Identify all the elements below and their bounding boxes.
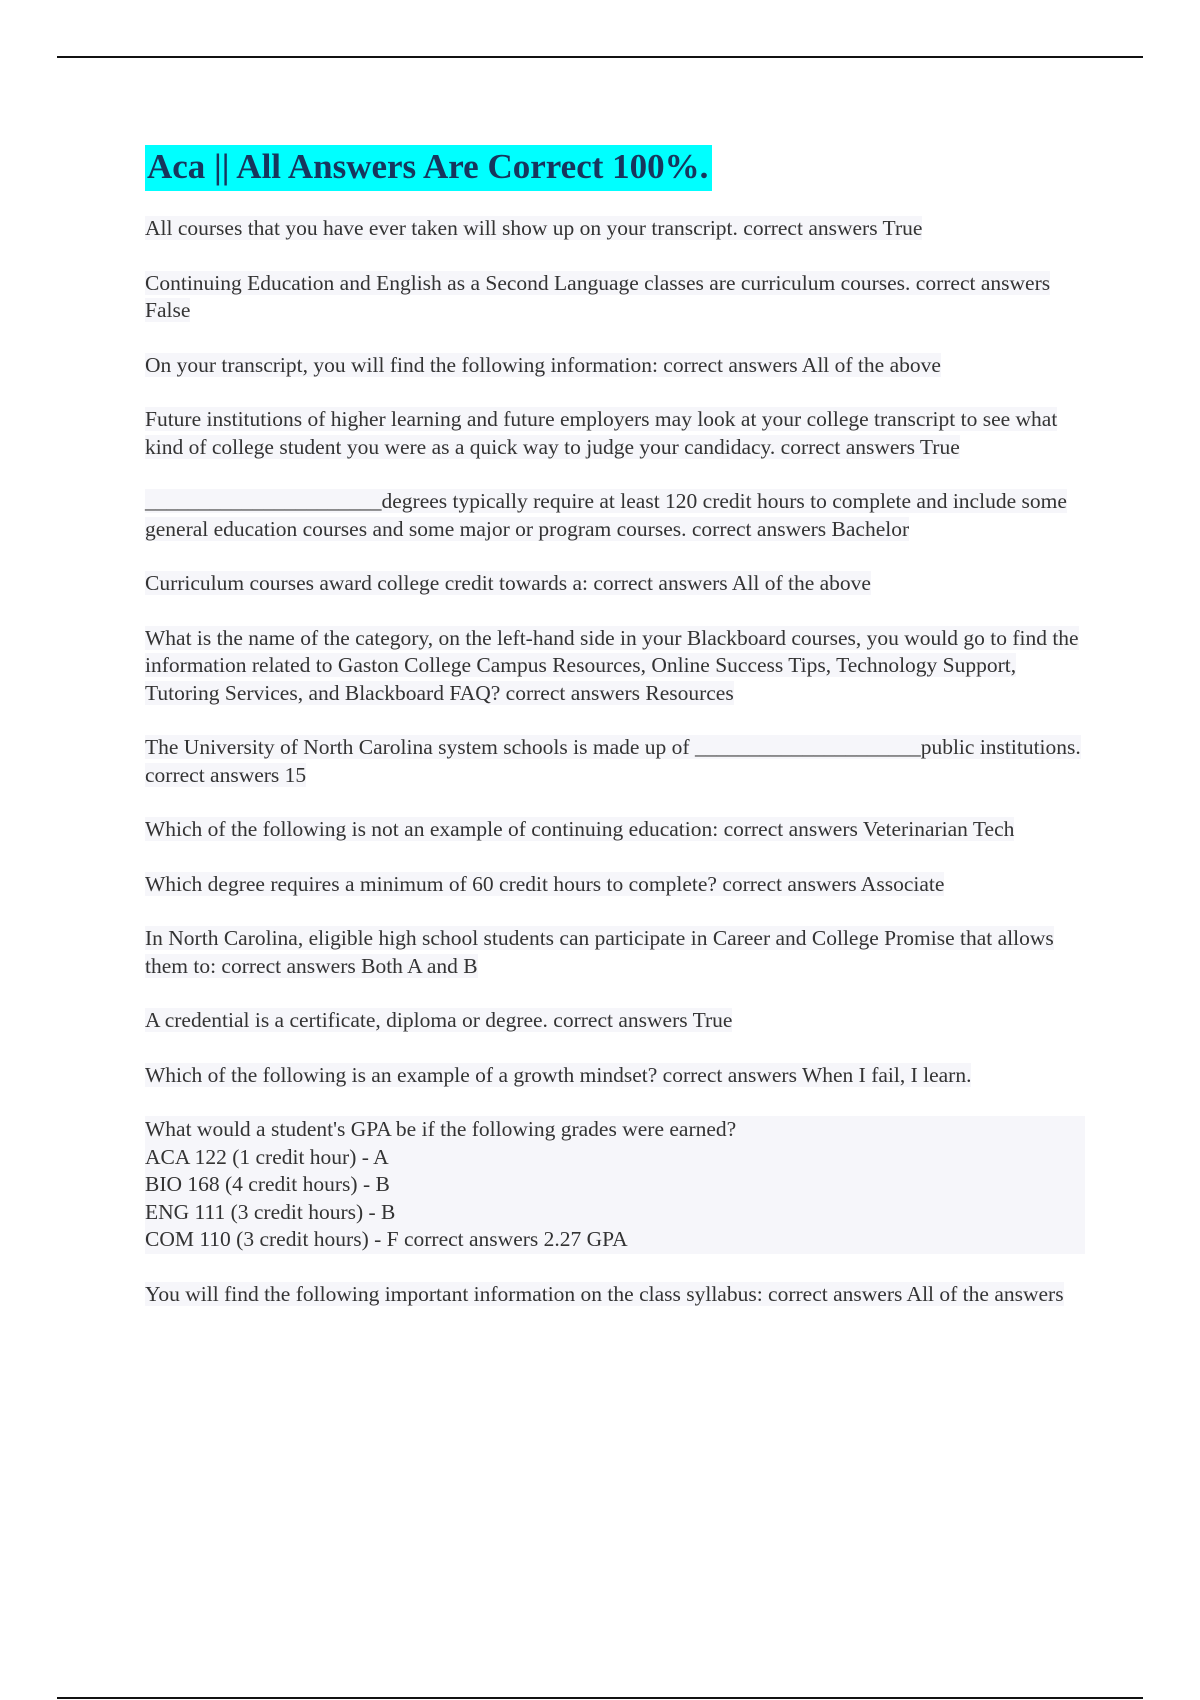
document-body [145, 145, 1085, 1335]
qa-item-7 [145, 625, 1085, 708]
qa-item-1-text: All courses that you have ever taken will show up on your transcript. correct answers True [145, 216, 923, 240]
gpa-course-line [145, 1144, 1085, 1172]
qa-item-12 [145, 1007, 1085, 1035]
gpa-course-eng: ENG 111 (3 credit hours) - B [145, 1199, 396, 1224]
qa-item-9 [145, 816, 1085, 844]
qa-item-8-text: The University of North Carolina system schools is made up of _____________________public institutions. correct answers 15 [145, 735, 1081, 787]
qa-item-6-text: Curriculum courses award college credit towards a: correct answers All of the above [145, 571, 871, 595]
qa-item-4 [145, 406, 1085, 461]
qa-item-5-text: ______________________degrees typically require at least 120 credit hours to complete and include some general education courses and some major or program courses. correct answers Bachelor [145, 489, 1067, 541]
qa-item-1 [145, 215, 1085, 243]
gpa-question-line [145, 1116, 1085, 1144]
qa-item-5 [145, 488, 1085, 543]
qa-item-2 [145, 270, 1085, 325]
qa-item-last-text: You will find the following important information on the class syllabus: correct answers All of the answers [145, 1281, 1064, 1306]
gpa-question-text: What would a student's GPA be if the following grades were earned? [145, 1117, 737, 1141]
gpa-course-com-answer: COM 110 (3 credit hours) - F correct answers 2.27 GPA [145, 1227, 628, 1251]
qa-item-11 [145, 925, 1085, 980]
qa-item-12-text: A credential is a certificate, diploma or degree. correct answers True [145, 1008, 733, 1032]
gpa-course-line [145, 1199, 1085, 1227]
qa-item-10-text: Which degree requires a minimum of 60 credit hours to complete? correct answers Associate [145, 871, 945, 896]
qa-item-13-text: Which of the following is an example of a growth mindset? correct answers When I fail, I learn. [145, 1062, 972, 1087]
qa-item-13 [145, 1062, 1085, 1090]
qa-item-3 [145, 352, 1085, 380]
gpa-course-aca: ACA 122 (1 credit hour) - A [145, 1144, 389, 1169]
qa-item-11-text: In North Carolina, eligible high school students can participate in Career and College Promise that allows them to: correct answers Both A and B [145, 926, 1054, 978]
gpa-course-line [145, 1226, 1085, 1254]
qa-item-last [145, 1281, 1085, 1309]
qa-item-9-text: Which of the following is not an example of continuing education: correct answers Veterinarian Tech [145, 817, 1015, 841]
header-rule [57, 56, 1143, 58]
qa-item-3-text: On your transcript, you will find the following information: correct answers All of the above [145, 352, 941, 377]
qa-item-6 [145, 570, 1085, 598]
qa-item-10 [145, 871, 1085, 899]
qa-item-4-text: Future institutions of higher learning and future employers may look at your college transcript to see what kind of college student you were as a quick way to judge your candidacy. correct answers True [145, 407, 1058, 459]
qa-item-gpa [145, 1116, 1085, 1254]
gpa-course-line [145, 1171, 1085, 1199]
document-title: Aca || All Answers Are Correct 100%. [145, 145, 712, 191]
qa-item-2-text: Continuing Education and English as a Second Language classes are curriculum courses. correct answers False [145, 270, 1051, 322]
gpa-course-bio: BIO 168 (4 credit hours) - B [145, 1172, 390, 1196]
qa-item-8 [145, 734, 1085, 789]
footer-rule [57, 1697, 1143, 1699]
qa-item-7-text: What is the name of the category, on the left-hand side in your Blackboard courses, you would go to find the information related to Gaston College Campus Resources, Online Success Tips, Technology Support, Tutoring Services, and Blackboard FAQ? correct answers Resources [145, 625, 1079, 705]
